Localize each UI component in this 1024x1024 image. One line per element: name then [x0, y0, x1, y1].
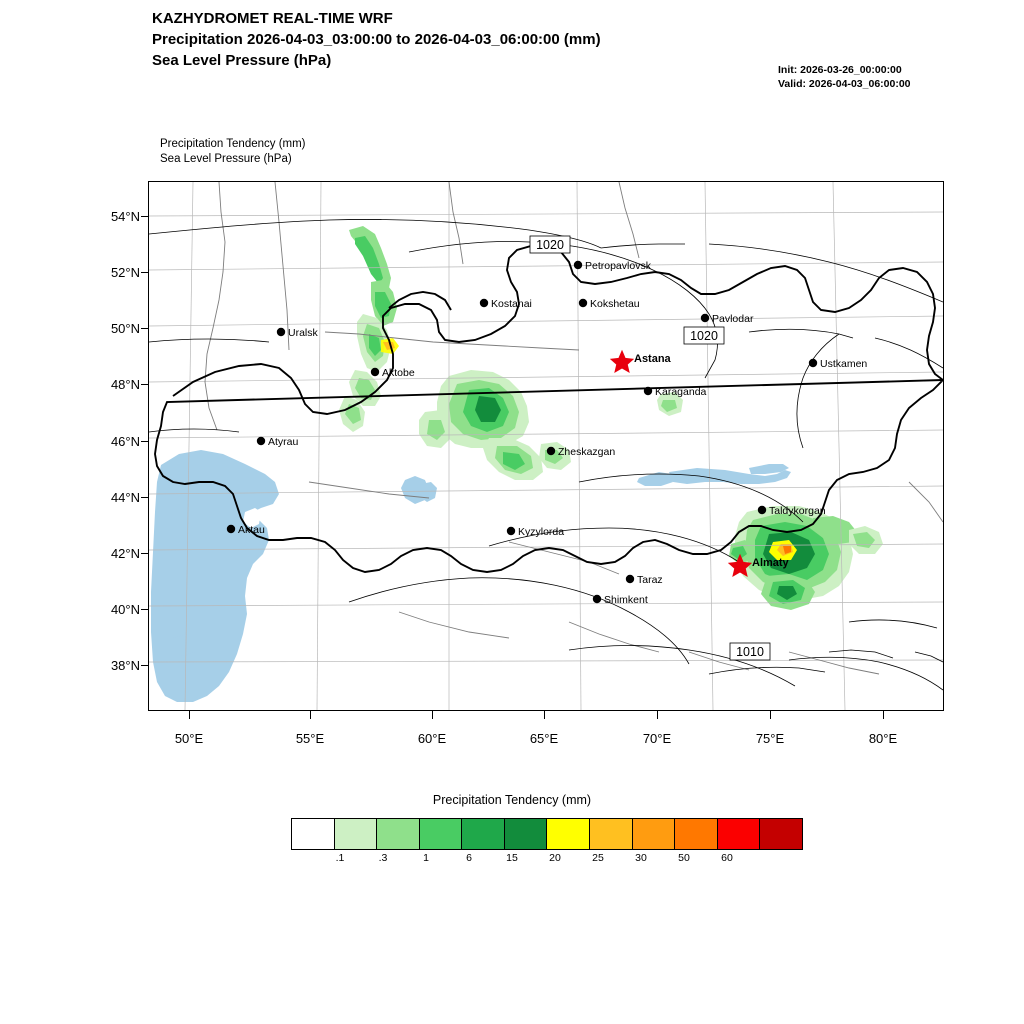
xtick-mark-50E: [189, 711, 190, 719]
ytick-54N: 54°N: [110, 209, 140, 224]
ytick-mark-46N: [141, 441, 149, 442]
colorbar-tick-2: 1: [423, 852, 429, 864]
ytick-mark-42N: [141, 553, 149, 554]
xtick-60E: 60°E: [417, 731, 447, 746]
init-time: Init: 2026-03-26_00:00:00: [778, 64, 902, 76]
svg-text:Zheskazgan: Zheskazgan: [558, 446, 616, 458]
colorbar-swatch-9: [675, 819, 718, 849]
colorbar-swatch-2: [377, 819, 420, 849]
xtick-50E: 50°E: [174, 731, 204, 746]
colorbar-swatch-1: [335, 819, 378, 849]
svg-text:Astana: Astana: [634, 353, 671, 365]
ytick-50N: 50°N: [110, 321, 140, 336]
ytick-52N: 52°N: [110, 265, 140, 280]
svg-text:Kostanai: Kostanai: [491, 298, 532, 310]
svg-text:Karaganda: Karaganda: [655, 386, 707, 398]
svg-text:Aktobe: Aktobe: [382, 367, 415, 379]
pressure-label-1020-a: 1020: [536, 238, 564, 252]
svg-text:Ustkamen: Ustkamen: [820, 358, 868, 370]
title-block: [152, 8, 601, 71]
colorbar-swatch-0: [292, 819, 335, 849]
xtick-mark-65E: [544, 711, 545, 719]
colorbar-tick-7: 30: [635, 852, 647, 864]
xtick-80E: 80°E: [868, 731, 898, 746]
colorbar-tick-1: .3: [378, 852, 388, 864]
colorbar-tick-8: 50: [678, 852, 690, 864]
colorbar-tick-0: .1: [335, 852, 345, 864]
xtick-mark-75E: [770, 711, 771, 719]
city-uralsk: [277, 327, 319, 339]
ytick-mark-50N: [141, 328, 149, 329]
ytick-40N: 40°N: [110, 602, 140, 617]
city-atyrau: [257, 436, 299, 448]
ytick-48N: 48°N: [110, 377, 140, 392]
colorbar-tick-6: 25: [592, 852, 604, 864]
init-valid-block: [778, 63, 911, 91]
svg-text:Taraz: Taraz: [637, 574, 663, 586]
plot-variable-legend: [160, 137, 306, 167]
map-canvas: [149, 182, 943, 710]
colorbar-title: Precipitation Tendency (mm): [432, 793, 592, 807]
svg-text:Kokshetau: Kokshetau: [590, 298, 640, 310]
colorbar-swatch-4: [462, 819, 505, 849]
svg-text:Almaty: Almaty: [752, 557, 789, 569]
xtick-55E: 55°E: [295, 731, 325, 746]
colorbar-swatch-5: [505, 819, 548, 849]
colorbar-swatch-11: [760, 819, 802, 849]
legend-precip-tendency: Precipitation Tendency (mm): [160, 138, 306, 150]
colorbar-tick-9: 60: [721, 852, 733, 864]
ytick-46N: 46°N: [110, 434, 140, 449]
admin-borders: [205, 182, 943, 674]
pressure-label-1010: 1010: [736, 645, 764, 659]
city-petropavlovsk: [574, 260, 652, 272]
city-shimkent: [593, 594, 648, 606]
city-taraz: [626, 574, 663, 586]
city-kostanai: [480, 298, 532, 310]
legend-sea-level-pressure: Sea Level Pressure (hPa): [160, 153, 292, 165]
valid-time: Valid: 2026-04-03_06:00:00: [778, 78, 911, 90]
ytick-mark-52N: [141, 272, 149, 273]
ytick-42N: 42°N: [110, 546, 140, 561]
svg-text:Kyzylorda: Kyzylorda: [518, 526, 565, 538]
colorbar: [291, 818, 803, 850]
colorbar-tick-3: 6: [466, 852, 472, 864]
xtick-mark-70E: [657, 711, 658, 719]
map-panel[interactable]: [148, 181, 944, 711]
pressure-label-1020-b: 1020: [690, 329, 718, 343]
ytick-mark-44N: [141, 497, 149, 498]
xtick-mark-80E: [883, 711, 884, 719]
colorbar-tick-5: 20: [549, 852, 561, 864]
colorbar-tick-4: 15: [506, 852, 518, 864]
xtick-75E: 75°E: [755, 731, 785, 746]
city-kokshetau: [579, 298, 640, 310]
title-line-1: KAZHYDROMET REAL-TIME WRF: [152, 10, 393, 27]
colorbar-swatch-7: [590, 819, 633, 849]
svg-text:Shimkent: Shimkent: [604, 594, 648, 606]
xtick-mark-60E: [432, 711, 433, 719]
xtick-70E: 70°E: [642, 731, 672, 746]
colorbar-swatch-3: [420, 819, 463, 849]
svg-text:Aktau: Aktau: [238, 524, 265, 536]
xtick-mark-55E: [310, 711, 311, 719]
title-line-2: Precipitation 2026-04-03_03:00:00 to 2026-04-03_06:00:00 (mm): [152, 31, 601, 48]
ytick-mark-40N: [141, 609, 149, 610]
svg-text:Uralsk: Uralsk: [288, 327, 318, 339]
svg-text:Pavlodar: Pavlodar: [712, 313, 754, 325]
title-line-3: Sea Level Pressure (hPa): [152, 52, 332, 69]
city-zheskazgan: [547, 446, 616, 458]
city-astana: [611, 351, 672, 372]
ytick-44N: 44°N: [110, 490, 140, 505]
colorbar-swatch-8: [633, 819, 676, 849]
ytick-mark-48N: [141, 384, 149, 385]
colorbar-swatch-10: [718, 819, 761, 849]
city-pavlodar: [701, 313, 754, 325]
ytick-mark-38N: [141, 665, 149, 666]
colorbar-swatch-6: [547, 819, 590, 849]
svg-text:Petropavlovsk: Petropavlovsk: [585, 260, 651, 272]
svg-text:Atyrau: Atyrau: [268, 436, 299, 448]
city-aktobe: [371, 367, 415, 379]
svg-text:Taldykorgan: Taldykorgan: [769, 505, 826, 517]
ytick-mark-54N: [141, 216, 149, 217]
city-kyzylorda: [507, 526, 564, 538]
ytick-38N: 38°N: [110, 658, 140, 673]
colorbar-ticks: [291, 852, 803, 872]
xtick-65E: 65°E: [529, 731, 559, 746]
